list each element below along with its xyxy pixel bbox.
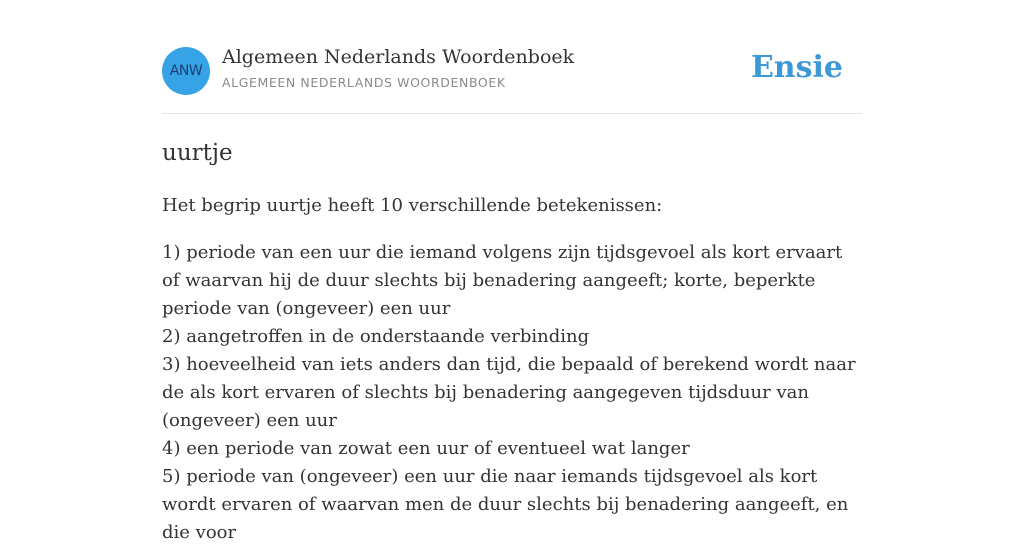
entry-intro: Het begrip uurtje heeft 10 verschillende betekenissen: [162,195,663,216]
definitions-list [162,239,862,547]
source-logo[interactable] [162,47,210,95]
header-divider [162,113,862,114]
source-subtitle: ALGEMEEN NEDERLANDS WOORDENBOEK [222,75,506,90]
source-logo-text: ANW [169,63,203,79]
definition-item: 5) periode van (ongeveer) een uur die naar iemands tijdsgevoel als kort wordt ervaren of waarvan men de duur slechts bij benadering aangeeft, en die voor [162,466,849,543]
source-title[interactable]: Algemeen Nederlands Woordenboek [222,46,575,68]
header [162,44,862,100]
definition-item: 3) hoeveelheid van iets anders dan tijd, die bepaald of berekend wordt naar de als kort ervaren of slechts bij benadering aangegeven tijdsduur van (ongeveer) een uur [162,354,856,431]
definition-item: 2) aangetroffen in de onderstaande verbinding [162,326,590,347]
entry-content [162,137,862,547]
definition-item: 1) periode van een uur die iemand volgens zijn tijdsgevoel als kort ervaart of waarvan hij de duur slechts bij benadering aangeeft; korte, beperkte periode van (ongeveer) een uur [162,242,843,319]
definition-item: 4) een periode van zowat een uur of eventueel wat langer [162,438,690,459]
brand-logo-link[interactable]: Ensie [750,50,843,85]
entry-word: uurtje [162,140,233,166]
